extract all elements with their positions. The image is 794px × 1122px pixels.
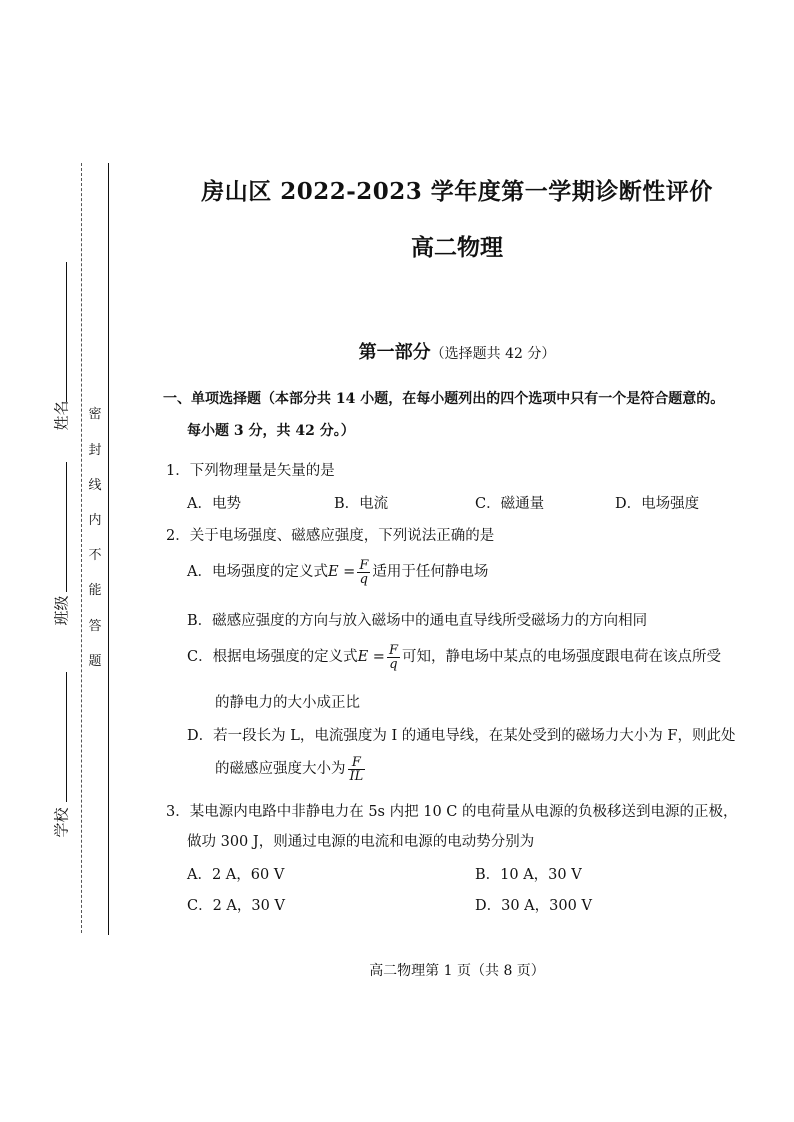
q3-option-a[interactable]: A．2 A，60 V bbox=[187, 867, 285, 883]
seal-char: 不 bbox=[88, 548, 102, 563]
q2-a-text: A．电场强度的定义式 bbox=[187, 564, 328, 580]
q2-option-d-cont bbox=[215, 752, 367, 786]
seal-char: 能 bbox=[88, 583, 102, 598]
fraction-numerator: F bbox=[388, 642, 398, 658]
exam-subject: 高二物理 bbox=[411, 234, 503, 261]
q1-option-a[interactable]: A．电势 bbox=[187, 496, 241, 512]
q2-stem: 2．关于电场强度、磁感应强度，下列说法正确的是 bbox=[166, 528, 495, 544]
class-field-label: 班级 bbox=[52, 595, 71, 626]
q2-option-d[interactable]: D．若一段长为 L，电流强度为 I 的通电导线，在某处受到的磁场力大小为 F，则此处 bbox=[187, 728, 736, 744]
q3-option-c[interactable]: C．2 A，30 V bbox=[187, 898, 285, 914]
formula-lhs: E = bbox=[327, 564, 356, 580]
q2-option-c-cont: 的静电力的大小成正比 bbox=[215, 695, 360, 711]
q1-option-b[interactable]: B．电流 bbox=[334, 496, 389, 512]
formula-fraction bbox=[387, 644, 400, 671]
q3-option-d[interactable]: D．30 A，300 V bbox=[475, 898, 592, 914]
exam-title: 房山区 2022-2023 学年度第一学期诊断性评价 bbox=[201, 178, 713, 205]
dashed-binding-line bbox=[81, 163, 82, 933]
seal-char: 线 bbox=[88, 478, 102, 493]
seal-char: 题 bbox=[88, 654, 102, 669]
section-note: （选择题共 42 分） bbox=[430, 346, 556, 362]
q2-d-text: 的磁感应强度大小为 bbox=[215, 761, 346, 777]
q2-c-text-end: 可知，静电场中某点的电场强度跟电荷在该点所受 bbox=[401, 649, 721, 665]
seal-char: 密 bbox=[88, 407, 102, 422]
q3-option-b[interactable]: B．10 A，30 V bbox=[475, 867, 582, 883]
formula-lhs: E = bbox=[357, 649, 385, 665]
q2-option-b[interactable]: B．磁感应强度的方向与放入磁场中的通电直导线所受磁场力的方向相同 bbox=[187, 613, 648, 629]
solid-binding-line bbox=[108, 163, 109, 935]
fraction-denominator: IL bbox=[349, 768, 364, 784]
formula-fraction bbox=[357, 559, 370, 586]
fraction-denominator: q bbox=[389, 656, 398, 672]
q2-option-c[interactable] bbox=[187, 640, 721, 674]
page-footer: 高二物理第 1 页（共 8 页） bbox=[369, 963, 545, 979]
q2-c-text: C．根据电场强度的定义式 bbox=[187, 649, 358, 665]
school-field-line[interactable] bbox=[66, 672, 67, 802]
formula-fraction bbox=[348, 756, 366, 783]
q2-option-a[interactable] bbox=[187, 555, 488, 589]
q1-stem: 1．下列物理量是矢量的是 bbox=[166, 463, 335, 479]
section-heading bbox=[120, 338, 794, 364]
seal-char: 答 bbox=[88, 619, 102, 634]
q1-option-c[interactable]: C．磁通量 bbox=[475, 496, 545, 512]
fraction-numerator: F bbox=[348, 756, 366, 770]
part-heading-cont: 每小题 3 分，共 42 分。） bbox=[187, 423, 355, 439]
school-field-label: 学校 bbox=[52, 807, 71, 838]
q2-a-text-end: 适用于任何静电场 bbox=[372, 564, 489, 580]
name-field-label: 姓名 bbox=[52, 400, 71, 431]
class-field-line[interactable] bbox=[66, 462, 67, 592]
fraction-denominator: q bbox=[359, 571, 368, 587]
q3-stem-cont: 做功 300 J，则通过电源的电流和电源的电动势分别为 bbox=[187, 834, 535, 850]
q3-stem: 3．某电源内电路中非静电力在 5s 内把 10 C 的电荷量从电源的负极移送到电源的正极， bbox=[166, 804, 738, 820]
section-title: 第一部分 bbox=[358, 342, 431, 363]
fraction-numerator: F bbox=[359, 557, 369, 573]
q1-option-d[interactable]: D．电场强度 bbox=[615, 496, 700, 512]
seal-char: 封 bbox=[88, 443, 102, 458]
part-heading: 一、单项选择题（本部分共 14 小题，在每小题列出的四个选项中只有一个是符合题意的。 bbox=[163, 391, 725, 407]
seal-char: 内 bbox=[88, 513, 102, 528]
name-field-line[interactable] bbox=[66, 262, 67, 402]
